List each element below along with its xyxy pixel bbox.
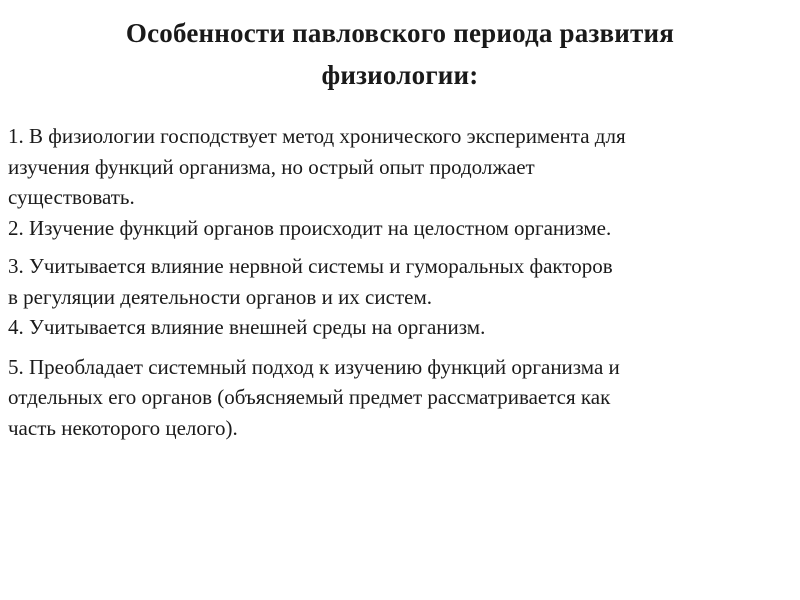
point-line: 5. Преобладает системный подход к изучению функций организма и xyxy=(8,354,620,379)
slide-body xyxy=(8,121,798,443)
point-line: 3. Учитывается влияние нервной системы и гуморальных факторов xyxy=(8,254,613,278)
point-2 xyxy=(8,213,798,244)
point-line: 2. Изучение функций органов происходит на целостном организме. xyxy=(8,215,612,240)
point-1 xyxy=(8,121,798,213)
point-5 xyxy=(8,352,798,444)
slide-title xyxy=(0,12,800,96)
title-line: Особенности павловского периода развития xyxy=(125,18,675,48)
spacer xyxy=(8,343,798,352)
point-line: отдельных его органов (объясняемый предмет рассматривается как xyxy=(8,385,611,409)
point-3 xyxy=(8,251,798,312)
title-line: физиологии: xyxy=(321,60,479,90)
spacer xyxy=(8,243,798,251)
point-line: 4. Учитывается влияние внешней среды на организм. xyxy=(8,315,486,339)
point-line: часть некоторого целого). xyxy=(8,415,238,440)
point-line: изучения функций организма, но острый опыт продолжает xyxy=(8,154,535,179)
point-line: существовать. xyxy=(8,185,135,209)
point-4 xyxy=(8,312,798,343)
point-line: в регуляции деятельности органов и их систем. xyxy=(8,284,432,309)
point-line: 1. В физиологии господствует метод хронического эксперимента для xyxy=(8,124,626,148)
